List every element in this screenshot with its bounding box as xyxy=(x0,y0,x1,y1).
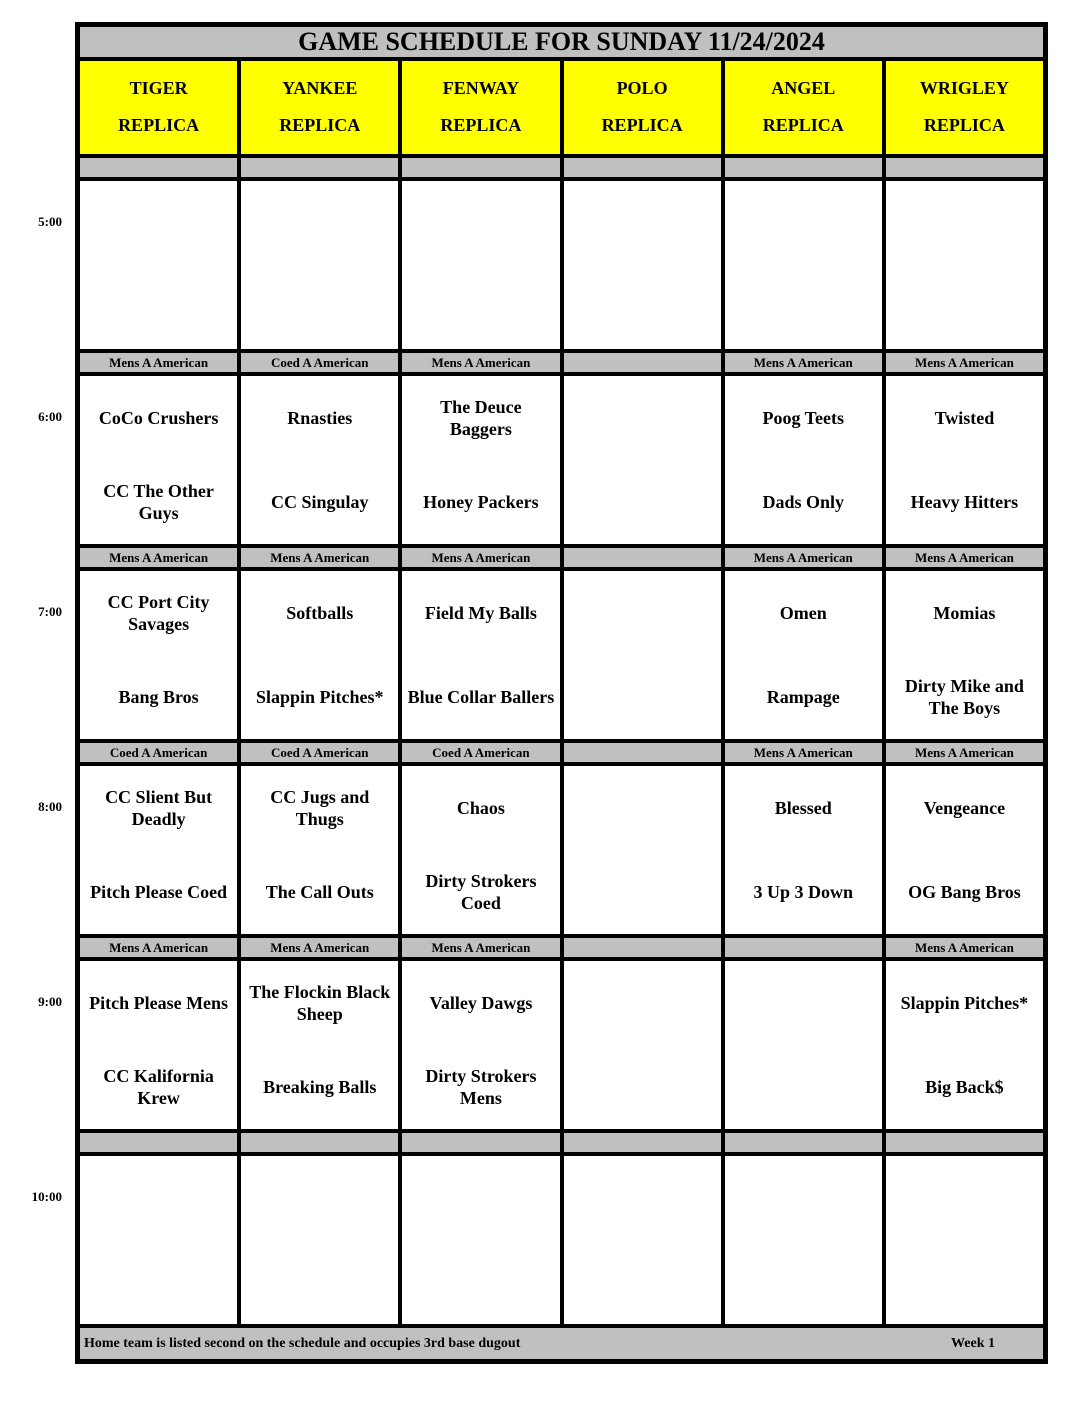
team-name: Pitch Please Coed xyxy=(90,881,228,902)
team-name xyxy=(564,961,721,1045)
team-name: Dads Only xyxy=(762,491,844,512)
team-name xyxy=(725,1045,882,1129)
team-name xyxy=(564,181,721,265)
division-band xyxy=(564,353,721,372)
team-name: Omen xyxy=(779,602,827,623)
team-name xyxy=(241,1240,398,1324)
team-name: Dirty Strokers Mens xyxy=(425,1065,537,1108)
team-name: Rnasties xyxy=(287,407,353,428)
division-band: Mens A American xyxy=(241,548,398,567)
game-cell xyxy=(402,571,559,739)
time-label: 10:00 xyxy=(31,1189,62,1204)
team-name xyxy=(402,265,559,349)
team-name: CC The Other Guys xyxy=(103,480,214,523)
division-band: Coed A American xyxy=(80,743,237,762)
field-name: FENWAY xyxy=(442,78,520,98)
division-band: Mens A American xyxy=(886,353,1043,372)
time-label: 8:00 xyxy=(38,799,62,814)
time-label: 9:00 xyxy=(38,994,62,1009)
team-name: Vengeance xyxy=(923,797,1006,818)
team-name: Blue Collar Ballers xyxy=(407,686,555,707)
team-name: Pitch Please Mens xyxy=(89,992,229,1013)
field-name: POLO xyxy=(616,78,668,98)
team-name: Blessed xyxy=(774,797,832,818)
division-band: Mens A American xyxy=(80,938,237,957)
team-name xyxy=(564,265,721,349)
division-band: Mens A American xyxy=(886,938,1043,957)
game-cell xyxy=(725,1156,882,1324)
team-name: CC Jugs and Thugs xyxy=(270,786,370,829)
game-cell xyxy=(564,961,721,1129)
game-cell xyxy=(241,571,398,739)
division-band: Coed A American xyxy=(241,353,398,372)
division-band xyxy=(886,1133,1043,1152)
team-name xyxy=(564,460,721,544)
team-name xyxy=(402,1156,559,1240)
time-label: 5:00 xyxy=(38,214,62,229)
division-band xyxy=(725,1133,882,1152)
division-band: Mens A American xyxy=(80,548,237,567)
game-cell xyxy=(725,961,882,1129)
game-cell xyxy=(241,961,398,1129)
game-cell xyxy=(241,376,398,544)
game-cell xyxy=(886,181,1043,349)
division-band: Mens A American xyxy=(402,353,559,372)
team-name: CoCo Crushers xyxy=(98,407,219,428)
game-cell xyxy=(402,181,559,349)
field-sub: REPLICA xyxy=(601,115,683,135)
game-cell xyxy=(886,571,1043,739)
game-cell xyxy=(725,571,882,739)
game-cell xyxy=(725,376,882,544)
team-name xyxy=(402,1240,559,1324)
division-band xyxy=(241,158,398,177)
footer-note: Home team is listed second on the schedule and occupies 3rd base dugout xyxy=(84,1335,521,1351)
division-band: Mens A American xyxy=(241,938,398,957)
game-cell xyxy=(725,181,882,349)
game-cell xyxy=(241,766,398,934)
team-name: Rampage xyxy=(766,686,840,707)
team-name: Chaos xyxy=(456,797,505,818)
field-header-wrigley xyxy=(886,61,1043,154)
division-band xyxy=(564,938,721,957)
team-name: Slappin Pitches* xyxy=(900,992,1029,1013)
field-name: YANKEE xyxy=(282,78,358,98)
team-name xyxy=(564,1045,721,1129)
division-band xyxy=(725,158,882,177)
team-name xyxy=(564,766,721,850)
team-name xyxy=(725,1240,882,1324)
team-name xyxy=(886,1240,1043,1324)
team-name: The Deuce Baggers xyxy=(440,396,522,439)
team-name xyxy=(886,265,1043,349)
team-name: Field My Balls xyxy=(424,602,537,623)
team-name: Softballs xyxy=(286,602,354,623)
footer-bar xyxy=(80,1328,1043,1359)
team-name: Dirty Strokers Coed xyxy=(425,870,537,913)
division-band xyxy=(402,158,559,177)
field-name: ANGEL xyxy=(771,78,836,98)
team-name: The Call Outs xyxy=(265,881,374,902)
footer-week: Week 1 xyxy=(951,1335,995,1351)
team-name xyxy=(564,571,721,655)
schedule-table xyxy=(75,22,1048,1364)
field-sub: REPLICA xyxy=(279,115,361,135)
team-name xyxy=(564,1240,721,1324)
game-cell xyxy=(402,766,559,934)
team-name: The Flockin Black Sheep xyxy=(249,981,391,1024)
team-name xyxy=(725,265,882,349)
game-cell xyxy=(886,961,1043,1129)
team-name: 3 Up 3 Down xyxy=(753,881,853,902)
time-label: 7:00 xyxy=(38,604,62,619)
team-name: CC Port City Savages xyxy=(107,591,210,634)
team-name: Slappin Pitches* xyxy=(255,686,384,707)
team-name xyxy=(80,265,237,349)
team-name: Breaking Balls xyxy=(263,1076,377,1097)
team-name xyxy=(725,961,882,1045)
team-name xyxy=(241,265,398,349)
field-header-fenway xyxy=(402,61,559,154)
team-name: Momias xyxy=(933,602,996,623)
division-band: Mens A American xyxy=(402,548,559,567)
game-cell xyxy=(564,1156,721,1324)
game-cell xyxy=(886,766,1043,934)
team-name xyxy=(725,1156,882,1240)
game-cell xyxy=(402,961,559,1129)
team-name: Valley Dawgs xyxy=(429,992,533,1013)
division-band xyxy=(564,1133,721,1152)
time-label: 6:00 xyxy=(38,409,62,424)
game-cell xyxy=(80,376,237,544)
game-cell xyxy=(241,181,398,349)
team-name xyxy=(725,181,882,265)
team-name: Bang Bros xyxy=(118,686,199,707)
team-name xyxy=(564,1156,721,1240)
team-name: OG Bang Bros xyxy=(908,881,1021,902)
team-name xyxy=(80,181,237,265)
field-sub: REPLICA xyxy=(762,115,844,135)
game-cell xyxy=(241,1156,398,1324)
field-header-yankee xyxy=(241,61,398,154)
division-band: Mens A American xyxy=(725,548,882,567)
game-cell xyxy=(564,181,721,349)
field-header-tiger xyxy=(80,61,237,154)
field-name: TIGER xyxy=(129,78,188,98)
team-name xyxy=(564,376,721,460)
game-cell xyxy=(80,766,237,934)
team-name xyxy=(886,181,1043,265)
game-cell xyxy=(564,376,721,544)
team-name: Poog Teets xyxy=(762,407,844,428)
division-band xyxy=(241,1133,398,1152)
game-cell xyxy=(80,571,237,739)
team-name: Big Back$ xyxy=(925,1076,1004,1097)
division-band xyxy=(564,743,721,762)
team-name: Dirty Mike and The Boys xyxy=(904,675,1024,718)
schedule-title: GAME SCHEDULE FOR SUNDAY 11/24/2024 xyxy=(80,27,1043,57)
team-name: CC Singulay xyxy=(270,491,369,512)
division-band xyxy=(402,1133,559,1152)
team-name: Twisted xyxy=(934,407,995,428)
team-name xyxy=(241,181,398,265)
game-cell xyxy=(80,961,237,1129)
division-band: Mens A American xyxy=(886,743,1043,762)
division-band xyxy=(725,938,882,957)
field-sub: REPLICA xyxy=(440,115,522,135)
division-band: Mens A American xyxy=(725,743,882,762)
division-band: Mens A American xyxy=(725,353,882,372)
game-cell xyxy=(80,181,237,349)
field-sub: REPLICA xyxy=(118,115,200,135)
game-cell xyxy=(564,571,721,739)
game-cell xyxy=(402,376,559,544)
team-name xyxy=(241,1156,398,1240)
division-band xyxy=(886,158,1043,177)
team-name xyxy=(886,1156,1043,1240)
game-cell xyxy=(725,766,882,934)
game-cell xyxy=(564,766,721,934)
team-name xyxy=(564,655,721,739)
field-name: WRIGLEY xyxy=(919,78,1009,98)
team-name xyxy=(80,1156,237,1240)
team-name xyxy=(80,1240,237,1324)
team-name: Honey Packers xyxy=(423,491,539,512)
game-cell xyxy=(402,1156,559,1324)
game-cell xyxy=(886,1156,1043,1324)
division-band xyxy=(564,158,721,177)
division-band xyxy=(80,158,237,177)
field-header-angel xyxy=(725,61,882,154)
division-band: Coed A American xyxy=(241,743,398,762)
division-band xyxy=(80,1133,237,1152)
team-name xyxy=(402,181,559,265)
division-band: Mens A American xyxy=(886,548,1043,567)
team-name xyxy=(564,850,721,934)
division-band: Coed A American xyxy=(402,743,559,762)
game-cell xyxy=(886,376,1043,544)
game-cell xyxy=(80,1156,237,1324)
field-sub: REPLICA xyxy=(923,115,1005,135)
team-name: CC Kalifornia Krew xyxy=(103,1065,214,1108)
division-band: Mens A American xyxy=(402,938,559,957)
division-band xyxy=(564,548,721,567)
field-header-polo xyxy=(564,61,721,154)
team-name: CC Slient But Deadly xyxy=(105,786,213,829)
division-band: Mens A American xyxy=(80,353,237,372)
team-name: Heavy Hitters xyxy=(910,491,1019,512)
